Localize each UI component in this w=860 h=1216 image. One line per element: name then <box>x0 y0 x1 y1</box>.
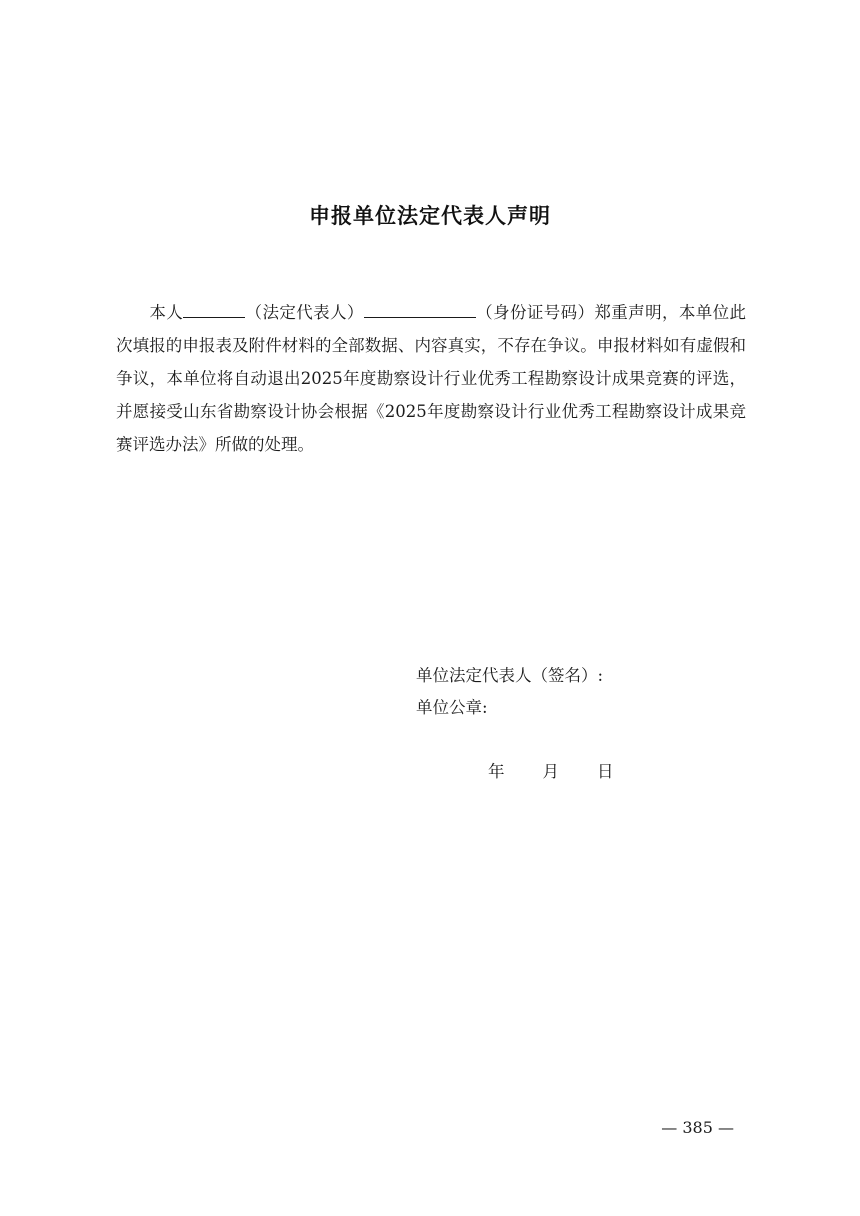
declaration-text-intro: 本人 <box>149 303 184 322</box>
page-number: — 385 — <box>661 1118 734 1137</box>
month-label: 月 <box>542 762 559 781</box>
representative-signature-label: 单位法定代表人（签名）: <box>416 666 604 685</box>
year-label: 年 <box>488 762 505 781</box>
date-line <box>488 756 614 788</box>
declaration-text-role: （法定代表人） <box>245 303 364 322</box>
declaration-text-body: （身份证号码）郑重声明，本单位此次填报的申报表及附件材料的全部数据、内容真实，不存在争议。申报材料如有虚假和争议，本单位将自动退出2025年度勘察设计行业优秀工程勘察设计成果竞赛的评选，并愿接受山东省勘察设计协会根据《2025年度勘察设计行业优秀工程勘察设计成果竞赛评选办法》所做的处理。 <box>116 303 747 454</box>
day-label: 日 <box>597 762 614 781</box>
unit-seal-label: 单位公章: <box>416 698 488 717</box>
signature-block <box>416 660 603 724</box>
declaration-paragraph <box>116 296 746 461</box>
id-number-blank[interactable] <box>364 299 476 318</box>
representative-name-blank[interactable] <box>183 299 245 318</box>
document-title: 申报单位法定代表人声明 <box>309 204 551 228</box>
